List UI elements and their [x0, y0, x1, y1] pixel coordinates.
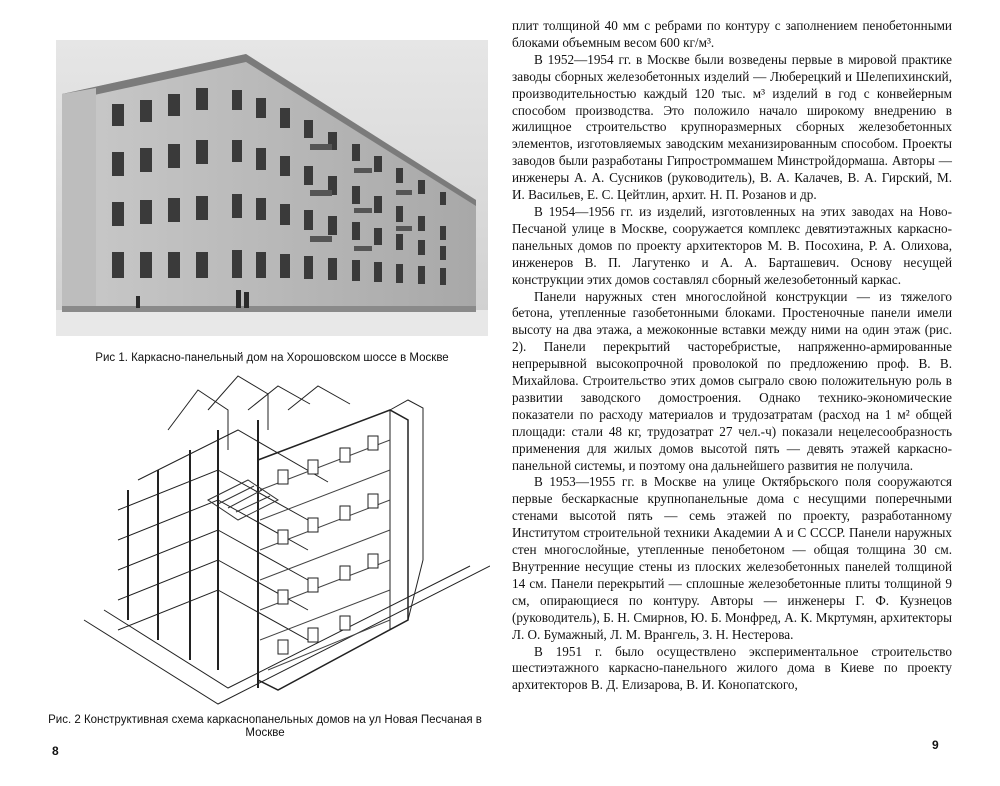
page-number-right: 9 [932, 738, 939, 752]
paragraph: В 1952—1954 гг. в Москве были возведены первые в мировой практике заводы сборных железобетонных изделий — Люберецкий и Шелепихинский, производительностью каждый 120 тыс. м³ изделий в год с конвейерным способом производства. Это положило начало широкому внедрению в жилищное строительство крупноразмерных сборных железобетонных элементов, изготовляемых заводским механизированным способом. Проекты заводов были разработаны Гипростроммашем Минстройдормаша. Авторы — инженеры А. А. Сусников (руководитель), В. А. Калачев, В. А. Гирский, М. И. Васильев, Е. С. Цейтлин, архит. Н. П. Розанов и др. [512, 51, 952, 203]
paragraph: Панели наружных стен многослойной конструкции — из тяжелого бетона, утепленные газобетонными блоками. Простеночные панели имели высоту на два этажа, а межоконные вставки между ними на один этаж (рис. 2). Панели перекрытий часторебристые, напряженно-армированные непрерывной высокопрочной проволокой по предложению проф. В. В. Михайлова. Строительство этих домов сыграло свою положительную роль в развитии заводского домостроения. Однако технико-экономические показатели по расходу материалов и трудозатратам (расход на 1 м² общей площади: стали 48 кг, трудозатрат 27 чел.-ч) показали нецелесообразность применения для жилых домов высотой пять — девять этажей каркасно-панельной системы, и поэтому она дальнейшего развития не получила. [512, 288, 952, 473]
paragraph: В 1953—1955 гг. в Москве на улице Октябрьского поля сооружаются первые бескаркасные крупнопанельные дома с несущими поперечными стенами высотой пять — семь этажей по проекту, разработанному Институтом строительной техники Академии А и С СССР. Панели наружных стен многослойные, утепленные пенобетоном — общая толщина 30 см. Внутренние несущие стены из плоских железобетонных панелей толщиной 14 см. Панели перекрытий — сплошные железобетонные плиты толщиной 9 см, опирающиеся по контуру. Авторы — инженеры Г. Ф. Кузнецов (руководитель), Б. Н. Смирнов, Ю. Б. Монфред, А. К. Мкртумян, архитекторы Л. О. Бумажный, Л. М. Врангель, З. Н. Нестерова. [512, 474, 952, 642]
figure1-caption: Рис 1. Каркасно-панельный дом на Хорошовском шоссе в Москве [95, 352, 449, 364]
paragraph: плит толщиной 40 мм с ребрами по контуру с заполнением пенобетонными блоками объемным весом 600 кг/м³. [512, 18, 952, 50]
paragraph: В 1954—1956 гг. из изделий, изготовленных на этих заводах на Ново-Песчаной улице в Москве, сооружается комплекс девятиэтажных каркасно-панельных домов по проекту архитекторов М. В. Посохина, Р. А. Олихова, инженеров В. П. Лагутенко и А. А. Барташевич. Основу несущей конструкции этих домов составлял сборный железобетонный каркас. [512, 203, 952, 287]
structural-scheme-drawing [78, 370, 490, 706]
figure2-caption: Рис. 2 Конструктивная схема каркаснопанельных домов на ул Новая Песчаная в Москве [48, 714, 482, 739]
page-number-left: 8 [52, 744, 59, 758]
paragraph: В 1951 г. было осуществлено экспериментальное строительство шестиэтажного каркасно-панельного жилого дома в Киеве по проекту архитекторов В. Д. Елизарова, В. И. Конопатского, [512, 643, 952, 693]
building-photo [56, 40, 488, 336]
article-text [512, 18, 952, 694]
